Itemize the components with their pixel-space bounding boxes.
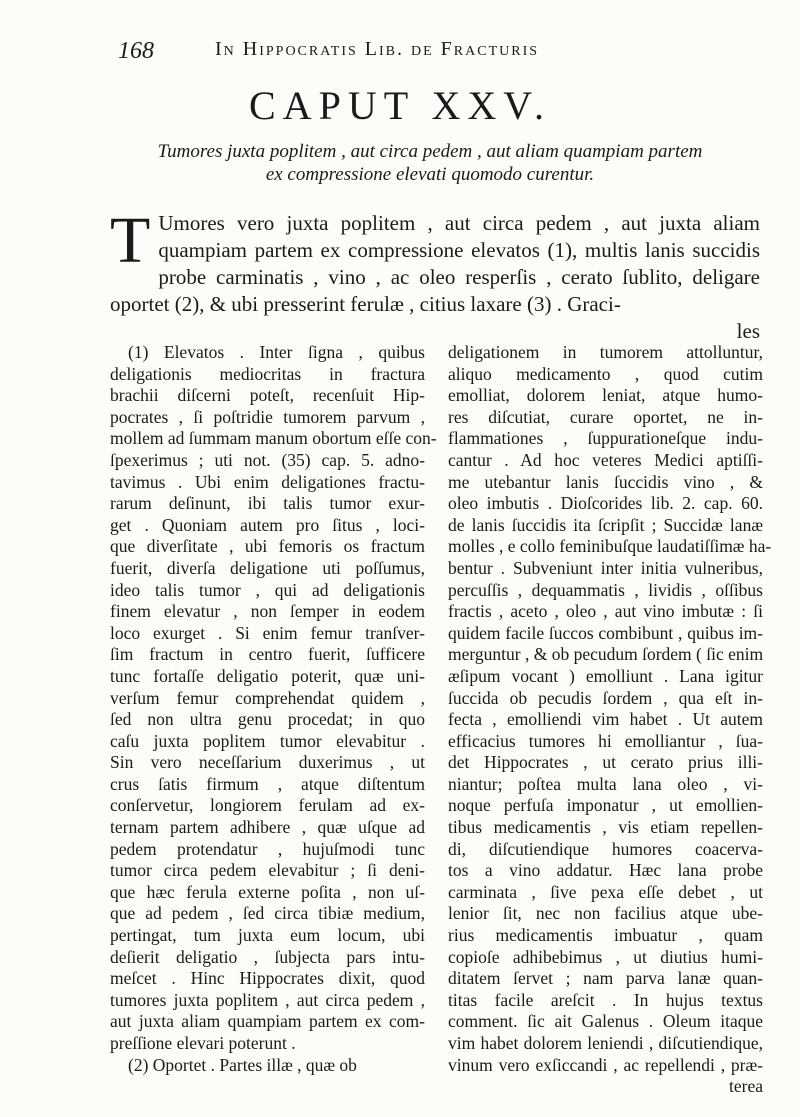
chapter-subtitle xyxy=(120,140,740,186)
note-line: tibus medicamentis , vis etiam repellen- xyxy=(448,817,763,838)
note-line: bentur . Subveniunt inter initia vulneribus, xyxy=(448,557,763,578)
drop-cap: T xyxy=(110,204,151,277)
note-line: me utebantur lanis ſuccidis vino , & xyxy=(448,471,763,492)
right-notes-column xyxy=(448,342,772,1098)
note-line: get . Quoniam autem pro ſitus , loci- xyxy=(110,514,425,535)
note-line: pertingat, tum juxta eum locum, ubi xyxy=(110,925,425,946)
note-line: vim habet dolorem leniendi , diſcutiendique, xyxy=(448,1033,763,1053)
note-line: terea xyxy=(729,1076,763,1097)
note-line: tos a vino addatur. Hæc lana probe xyxy=(448,860,763,881)
note-line: fractis , aceto , oleo , aut vino imbutæ : ſi xyxy=(448,601,763,622)
note-line: fecta , emolliendi vim habet . Ut autem xyxy=(448,709,763,730)
note-line: ſpexerimus ; uti not. (35) cap. 5. adno- xyxy=(110,449,425,470)
note-line: merguntur , & ob pecudum ſordem ( ſic enim xyxy=(448,644,764,665)
note-line: preſſione elevari poterunt . xyxy=(110,1033,296,1053)
note-line: oleo imbutis . Dioſcorides lib. 2. cap. 60. xyxy=(448,493,763,514)
note-line: fuerit, diverſa deligatione uti poſſumus, xyxy=(110,557,425,578)
note-line: aliquo medicamento , quod cutim xyxy=(448,363,763,384)
note-line: di, diſcutiendique humores coacerva- xyxy=(448,838,763,859)
note-line: ternam partem adhibere , quæ uſque ad xyxy=(110,817,425,838)
note-line: percuſſis , dequammatis , lividis , oſſibus xyxy=(448,579,763,600)
note-line: Sin vero neceſſarium duxerimus , ut xyxy=(110,752,425,773)
note-line: noque perfuſa imponatur , ut emollien- xyxy=(448,795,763,816)
note-line: flammationes , ſuppurationeſque indu- xyxy=(448,428,763,449)
left-notes-column xyxy=(110,342,437,1076)
note-line: (2) Oportet . Partes illæ , quæ ob xyxy=(128,1054,357,1075)
note-line: rarum deſinunt, ibi talis tumor exur- xyxy=(110,493,425,514)
note-line: comment. ſic ait Galenus . Oleum itaque xyxy=(448,1011,763,1032)
note-line: que ad pedem , ſed circa tibiæ medium, xyxy=(110,903,425,924)
note-line: tumor circa pedem elevabitur ; ſi deni- xyxy=(110,860,425,881)
note-line: res diſcutiat, curare oportet, ne in- xyxy=(448,406,763,427)
note-line: det Hippocrates , ut cerato prius illi- xyxy=(448,752,763,773)
note-line: molles , e collo feminibuſque laudatiſſimæ ha- xyxy=(448,536,772,557)
note-line: deligationis mediocritas in fractura xyxy=(110,363,425,384)
note-line: verſum femur comprehendat quidem , xyxy=(110,687,425,708)
note-line: pedem protendatur , hujuſmodi tunc xyxy=(110,838,425,859)
note-line: titas facile areſcit . In hujus textus xyxy=(448,989,763,1010)
note-line: æſipum vocant ) emolliunt . Lana igitur xyxy=(448,665,763,686)
note-line: finem elevatur , non ſemper in eodem xyxy=(110,601,425,622)
page-number: 168 xyxy=(118,38,154,64)
note-line: aut juxta aliam quampiam partem ex com- xyxy=(110,1011,425,1032)
note-line: tumores juxta poplitem , aut circa pedem , xyxy=(110,989,425,1010)
note-line: deligationem in tumorem attolluntur, xyxy=(448,342,763,362)
note-line: ſed non ultra genu procedat; in quo xyxy=(110,709,425,730)
main-paragraph-body: Umores vero juxta poplitem , aut circa pedem , aut juxta aliam quampiam partem ex compressione elevatos (1), multis lanis succidis probe carminatis , vino , ac oleo resperſis , cerato ſublito, deligare oportet (2), & ubi presserint ferulæ , citius laxare (3) . Graci- xyxy=(110,211,760,316)
note-line: carminata , ſive pexa eſſe debet , ut xyxy=(448,881,763,902)
page-header xyxy=(110,36,670,66)
note-line: loco exurget . Si enim femur tranſver- xyxy=(110,622,425,643)
note-line: ſuccida ob pecudis ſordem , qua eſt in- xyxy=(448,687,763,708)
note-line: copioſe adhibebimus , ut diutius humi- xyxy=(448,946,763,967)
subtitle-line-2: ex compressione elevati quomodo curentur. xyxy=(265,164,595,185)
note-line: rius medicamentis imbuatur , quam xyxy=(448,925,763,946)
catchword: les xyxy=(736,319,760,343)
note-line: efficacius tumores hi emolliantur , ſua- xyxy=(448,730,763,751)
note-line: de lanis ſuccidis ita ſcripſit ; Succidæ lanæ xyxy=(448,514,763,535)
note-line: pocrates , ſi poſtridie tumorem parvum , xyxy=(110,406,425,427)
main-paragraph xyxy=(110,204,760,345)
note-line: tunc fortaſſe deligatio poterit, quæ uni- xyxy=(110,665,425,686)
note-line: niantur; poſtea multa lana oleo , vi- xyxy=(448,773,763,794)
note-line: vinum vero exſiccandi , ac repellendi , præ- xyxy=(448,1054,763,1075)
chapter-title: CAPUT XXV. xyxy=(249,83,551,128)
note-line: meſcet . Hinc Hippocrates dixit, quod xyxy=(110,968,425,989)
note-line: que hæc ferula externe poſita , non uſ- xyxy=(110,881,425,902)
note-line: caſu juxta poplitem tumor elevabitur . xyxy=(110,730,425,751)
note-line: conſervetur, longiorem ferulam ad ex- xyxy=(110,795,425,816)
note-line: emolliat, dolorem leniat, atque humo- xyxy=(448,385,763,406)
note-line: ſim fractum in centro fuerit, ſufficere xyxy=(110,644,425,665)
note-line: cantur . Ad hoc veteres Medici aptiſſi- xyxy=(448,449,763,470)
subtitle-line-1: Tumores juxta poplitem , aut circa pedem , aut aliam quampiam partem xyxy=(157,141,703,162)
note-line: lenior ſit, nec non facilius atque ube- xyxy=(448,903,763,924)
note-line: brachii diſcerni poteſt, recenſuit Hip- xyxy=(110,385,425,406)
note-line: deſierit deligatio , ſubjecta pars intu- xyxy=(110,946,425,967)
note-line: (1) Elevatos . Inter ſigna , quibus xyxy=(128,342,425,362)
running-head: In Hippocratis Lib. de Fracturis xyxy=(215,38,540,60)
note-line: tavimus . Ubi enim deligationes fractu- xyxy=(110,471,425,492)
note-line: crus ſatis firmum , atque diſtentum xyxy=(110,773,425,794)
note-line: ditatem ſervet ; nam parva lanæ quan- xyxy=(448,968,763,989)
note-line: mollem ad ſummam manum obortum eſſe con- xyxy=(110,428,437,449)
note-line: ideo talis tumor , qui ad deligationis xyxy=(110,579,425,600)
note-line: quidem facile ſuccos combibunt , quibus im- xyxy=(448,622,763,643)
note-line: que diverſitate , ubi femoris os fractum xyxy=(110,536,425,557)
